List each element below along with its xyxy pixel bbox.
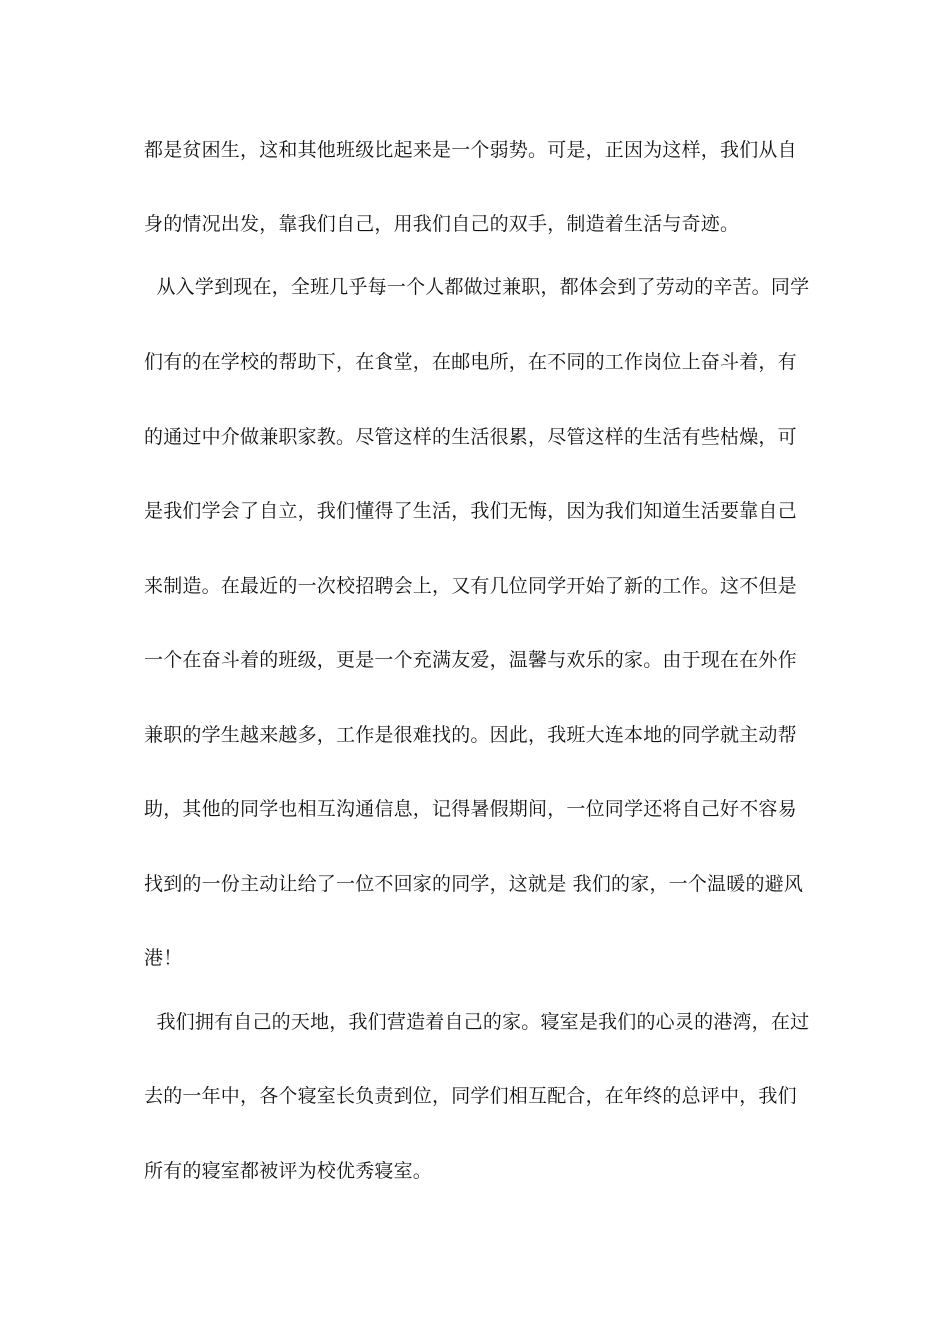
text-line: 找到的一份主动让给了一位不回家的同学，这就是 我们的家，一个温暖的避风 (144, 873, 804, 895)
text-line: 助，其他的同学也相互沟通信息，记得暑假期间，一位同学还将自己好不容易 (144, 798, 797, 820)
text-line: 们有的在学校的帮助下，在食堂，在邮电所，在不同的工作岗位上奋斗着，有 (144, 351, 797, 373)
paragraph-start-line: 从入学到现在，全班几乎每一个人都做过兼职，都体会到了劳动的辛苦。同学 (144, 276, 810, 298)
text-line: 一个在奋斗着的班级，更是一个充满友爱，温馨与欢乐的家。由于现在在外作 (144, 649, 797, 671)
text-line: 兼职的学生越来越多，工作是很难找的。因此，我班大连本地的同学就主动帮 (144, 724, 797, 746)
text-line: 港！ (144, 947, 183, 969)
text-line: 是我们学会了自立，我们懂得了生活，我们无悔，因为我们知道生活要靠自己 (144, 500, 797, 522)
text-line: 身的情况出发，靠我们自己，用我们自己的双手，制造着生活与奇迹。 (144, 213, 740, 235)
text-line: 的通过中介做兼职家教。尽管这样的生活很累，尽管这样的生活有些枯燥，可 (144, 426, 797, 448)
text-line: 去的一年中，各个寝室长负责到位，同学们相互配合，在年终的总评中，我们 (144, 1085, 797, 1107)
text-line: 来制造。在最近的一次校招聘会上，又有几位同学开始了新的工作。这不但是 (144, 575, 797, 597)
text-line: 所有的寝室都被评为校优秀寝室。 (144, 1160, 433, 1182)
paragraph-start-line: 我们拥有自己的天地，我们营造着自己的家。寝室是我们的心灵的港湾，在过 (144, 1011, 810, 1033)
text-line: 都是贫困生，这和其他班级比起来是一个弱势。可是，正因为这样，我们从自 (144, 139, 797, 161)
